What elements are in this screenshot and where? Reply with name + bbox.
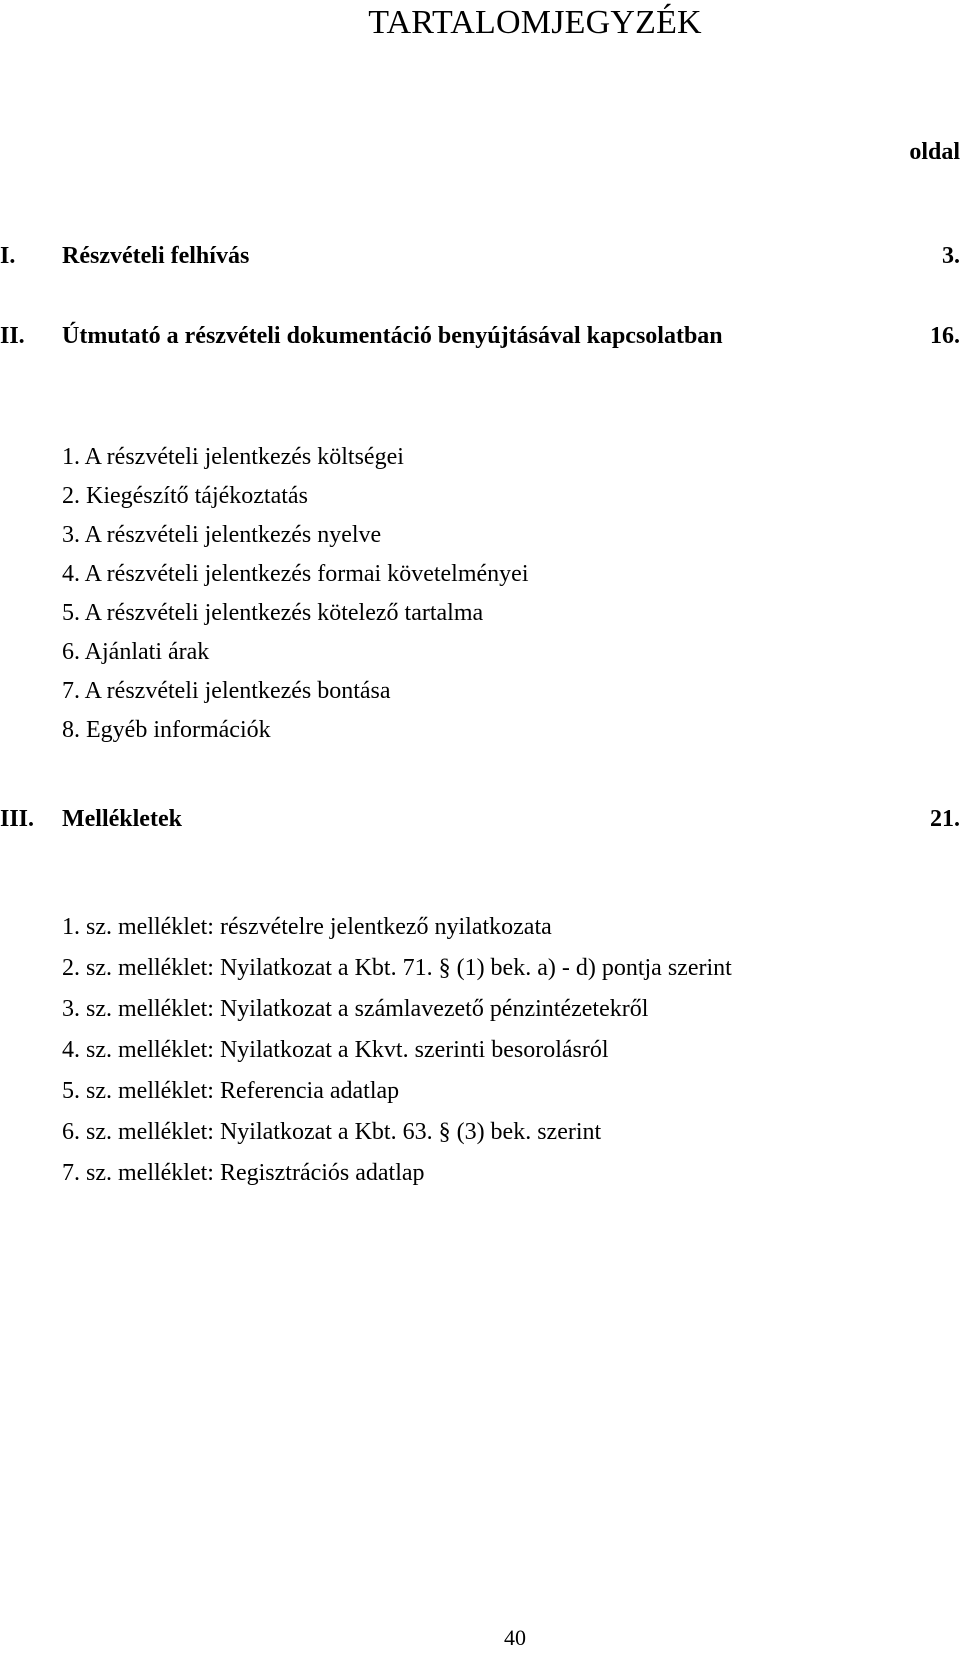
list-item: 2. sz. melléklet: Nyilatkozat a Kbt. 71. § (1) bek. a) - d) pontja szerint [62, 955, 732, 981]
section-number: I. [0, 243, 16, 269]
list-item: 1. sz. melléklet: részvételre jelentkező nyilatkozata [62, 914, 552, 940]
section-title: Mellékletek [62, 806, 182, 832]
list-item: 6. sz. melléklet: Nyilatkozat a Kbt. 63. § (3) bek. szerint [62, 1119, 602, 1145]
section-number: III. [0, 806, 35, 832]
section-page: 21. [930, 806, 960, 832]
section-title: Részvételi felhívás [62, 243, 250, 269]
list-item: 2. Kiegészítő tájékoztatás [62, 483, 308, 509]
list-item: 7. sz. melléklet: Regisztrációs adatlap [62, 1160, 425, 1186]
list-item: 7. A részvételi jelentkezés bontása [62, 678, 391, 704]
list-item: 1. A részvételi jelentkezés költségei [62, 444, 404, 470]
section-page: 3. [942, 243, 960, 269]
list-item: 5. A részvételi jelentkezés kötelező tartalma [62, 600, 484, 626]
list-item: 5. sz. melléklet: Referencia adatlap [62, 1078, 400, 1104]
list-item: 4. sz. melléklet: Nyilatkozat a Kkvt. szerinti besorolásról [62, 1037, 609, 1063]
section-number: II. [0, 323, 25, 349]
section-title: Útmutató a részvételi dokumentáció benyújtásával kapcsolatban [62, 323, 723, 349]
list-item: 3. sz. melléklet: Nyilatkozat a számlavezető pénzintézetekről [62, 996, 649, 1022]
list-item: 4. A részvételi jelentkezés formai követelményei [62, 561, 529, 587]
list-item: 3. A részvételi jelentkezés nyelve [62, 522, 382, 548]
page-number: 40 [504, 1625, 526, 1650]
list-item: 8. Egyéb információk [62, 717, 271, 743]
section-page: 16. [930, 323, 960, 349]
toc-title: TARTALOMJEGYZÉK [368, 4, 702, 41]
list-item: 6. Ajánlati árak [62, 639, 210, 665]
page-column-header: oldal [909, 139, 960, 165]
